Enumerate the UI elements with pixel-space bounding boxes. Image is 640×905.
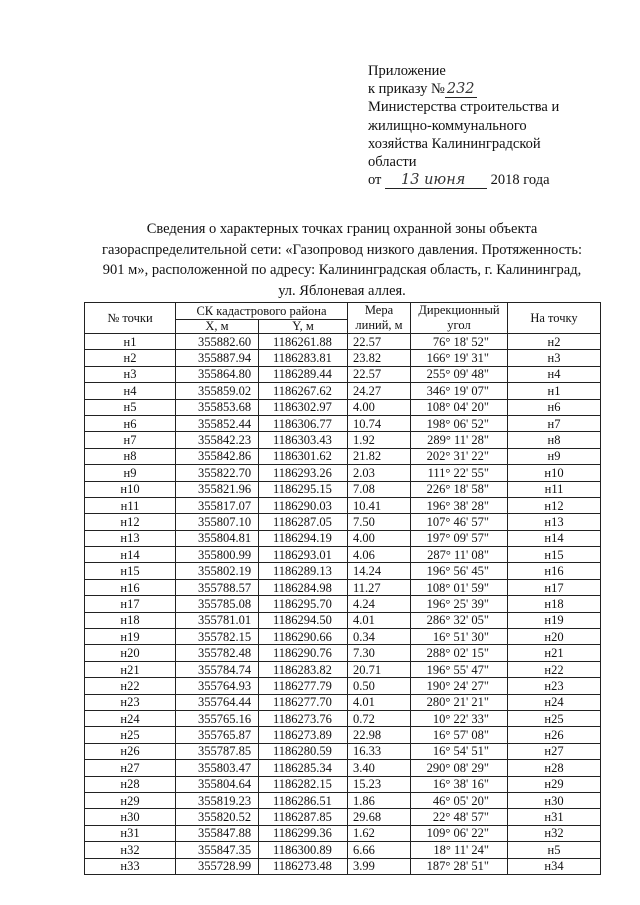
cell-direction: 196° 38' 28": [411, 497, 508, 513]
table-row: [85, 743, 601, 759]
table-row: [85, 514, 601, 530]
cell-point: н9: [85, 465, 176, 481]
cell-x: 355782.15: [176, 629, 259, 645]
cell-y: 1186261.88: [259, 334, 348, 350]
cell-measure: 22.98: [348, 727, 411, 743]
cell-measure: 1.86: [348, 792, 411, 808]
cell-direction: 187° 28' 51": [411, 858, 508, 874]
cell-direction: 16° 54' 51": [411, 743, 508, 759]
table-row: [85, 842, 601, 858]
cell-y: 1186306.77: [259, 415, 348, 431]
cell-x: 355782.48: [176, 645, 259, 661]
cell-direction: 280° 21' 21": [411, 694, 508, 710]
cell-direction: 108° 04' 20": [411, 399, 508, 415]
cell-y: 1186285.34: [259, 760, 348, 776]
cell-direction: 107° 46' 57": [411, 514, 508, 530]
cell-x: 355802.19: [176, 563, 259, 579]
cell-x: 355788.57: [176, 579, 259, 595]
cell-y: 1186303.43: [259, 432, 348, 448]
cell-point: н19: [85, 629, 176, 645]
title-line-1: Сведения о характерных точках границ охранной зоны объекта: [146, 221, 538, 237]
cell-direction: 10° 22' 33": [411, 710, 508, 726]
cell-to-point: н29: [508, 776, 601, 792]
table-row: [85, 776, 601, 792]
cell-point: н22: [85, 678, 176, 694]
table-row: [85, 579, 601, 595]
cell-to-point: н20: [508, 629, 601, 645]
cell-measure: 1.92: [348, 432, 411, 448]
cell-to-point: н10: [508, 465, 601, 481]
cell-x: 355765.16: [176, 710, 259, 726]
cell-direction: 197° 09' 57": [411, 530, 508, 546]
cell-direction: 255° 09' 48": [411, 366, 508, 382]
cell-direction: 18° 11' 24": [411, 842, 508, 858]
cell-point: н25: [85, 727, 176, 743]
date-prefix: от: [368, 172, 382, 189]
header-measure-line-1: Мера: [364, 303, 394, 317]
cell-measure: 15.23: [348, 776, 411, 792]
table-row: [85, 497, 601, 513]
cell-measure: 14.24: [348, 563, 411, 579]
cell-y: 1186283.81: [259, 350, 348, 366]
cell-direction: 288° 02' 15": [411, 645, 508, 661]
cell-measure: 0.50: [348, 678, 411, 694]
cell-point: н15: [85, 563, 176, 579]
cell-direction: 16° 57' 08": [411, 727, 508, 743]
title-line-4: ул. Яблоневая аллея.: [278, 282, 406, 299]
cell-direction: 46° 05' 20": [411, 792, 508, 808]
table-row: [85, 645, 601, 661]
cell-point: н14: [85, 547, 176, 563]
cell-to-point: н13: [508, 514, 601, 530]
cell-measure: 23.82: [348, 350, 411, 366]
header-measure: [348, 303, 411, 334]
cell-to-point: н15: [508, 547, 601, 563]
cell-to-point: н5: [508, 842, 601, 858]
date-year: 2018 года: [490, 172, 550, 189]
cell-point: н2: [85, 350, 176, 366]
cell-measure: 16.33: [348, 743, 411, 759]
cell-to-point: н1: [508, 383, 601, 399]
cell-direction: 196° 56' 45": [411, 563, 508, 579]
cell-y: 1186293.01: [259, 547, 348, 563]
cell-y: 1186289.13: [259, 563, 348, 579]
cell-x: 355842.86: [176, 448, 259, 464]
order-reference: [368, 80, 628, 98]
cell-point: н8: [85, 448, 176, 464]
cell-measure: 6.66: [348, 842, 411, 858]
cell-point: н17: [85, 596, 176, 612]
cell-measure: 3.99: [348, 858, 411, 874]
cell-y: 1186290.66: [259, 629, 348, 645]
cell-x: 355781.01: [176, 612, 259, 628]
cell-to-point: н19: [508, 612, 601, 628]
header-measure-line-2: линий, м: [355, 318, 403, 332]
cell-direction: 289° 11' 28": [411, 432, 508, 448]
cell-y: 1186273.89: [259, 727, 348, 743]
cell-x: 355785.08: [176, 596, 259, 612]
cell-y: 1186290.03: [259, 497, 348, 513]
header-sk: СК кадастрового района: [176, 303, 348, 320]
cell-x: 355804.81: [176, 530, 259, 546]
cell-x: 355764.44: [176, 694, 259, 710]
cell-measure: 4.01: [348, 612, 411, 628]
cell-x: 355864.80: [176, 366, 259, 382]
table-row: [85, 792, 601, 808]
header-direction-line-1: Дирекционный: [418, 303, 500, 317]
cell-to-point: н6: [508, 399, 601, 415]
table-row: [85, 432, 601, 448]
cell-to-point: н31: [508, 809, 601, 825]
cell-to-point: н14: [508, 530, 601, 546]
cell-measure: 4.01: [348, 694, 411, 710]
cell-to-point: н9: [508, 448, 601, 464]
table-row: [85, 612, 601, 628]
cell-x: 355852.44: [176, 415, 259, 431]
cell-to-point: н8: [508, 432, 601, 448]
cell-y: 1186295.15: [259, 481, 348, 497]
cell-y: 1186290.76: [259, 645, 348, 661]
table-row: [85, 399, 601, 415]
cell-to-point: н7: [508, 415, 601, 431]
cell-to-point: н12: [508, 497, 601, 513]
cell-to-point: н24: [508, 694, 601, 710]
table-row: [85, 694, 601, 710]
cell-to-point: н26: [508, 727, 601, 743]
cell-direction: 166° 19' 31": [411, 350, 508, 366]
table-row: [85, 760, 601, 776]
table-row: [85, 547, 601, 563]
cell-measure: 0.34: [348, 629, 411, 645]
cell-direction: 111° 22' 55": [411, 465, 508, 481]
cell-point: н12: [85, 514, 176, 530]
table-row: [85, 809, 601, 825]
cell-point: н32: [85, 842, 176, 858]
cell-measure: 22.57: [348, 334, 411, 350]
cell-direction: 190° 24' 27": [411, 678, 508, 694]
cell-direction: 202° 31' 22": [411, 448, 508, 464]
cell-direction: 108° 01' 59": [411, 579, 508, 595]
table-row: [85, 563, 601, 579]
cell-x: 355787.85: [176, 743, 259, 759]
cell-point: н20: [85, 645, 176, 661]
cell-measure: 0.72: [348, 710, 411, 726]
cell-y: 1186289.44: [259, 366, 348, 382]
cell-measure: 24.27: [348, 383, 411, 399]
cell-point: н5: [85, 399, 176, 415]
cell-measure: 2.03: [348, 465, 411, 481]
cell-point: н31: [85, 825, 176, 841]
cell-x: 355728.99: [176, 858, 259, 874]
table-row: [85, 481, 601, 497]
cell-point: н28: [85, 776, 176, 792]
order-number-handwritten: 232: [446, 81, 475, 98]
cell-y: 1186273.48: [259, 858, 348, 874]
cell-to-point: н4: [508, 366, 601, 382]
cell-x: 355853.68: [176, 399, 259, 415]
cell-to-point: н22: [508, 661, 601, 677]
cell-point: н4: [85, 383, 176, 399]
ministry-line-2: жилищно-коммунального: [368, 117, 527, 134]
cell-point: н7: [85, 432, 176, 448]
cell-y: 1186294.19: [259, 530, 348, 546]
table-row: [85, 448, 601, 464]
cell-direction: 109° 06' 22": [411, 825, 508, 841]
cell-point: н10: [85, 481, 176, 497]
header-x: Х, м: [176, 320, 259, 334]
cell-x: 355859.02: [176, 383, 259, 399]
table-row: [85, 415, 601, 431]
cell-point: н33: [85, 858, 176, 874]
cell-to-point: н2: [508, 334, 601, 350]
cell-x: 355803.47: [176, 760, 259, 776]
cell-direction: 76° 18' 52": [411, 334, 508, 350]
table-row: [85, 530, 601, 546]
table-row: [85, 596, 601, 612]
cell-x: 355819.23: [176, 792, 259, 808]
document-title: [62, 219, 622, 301]
cell-direction: 16° 38' 16": [411, 776, 508, 792]
cell-to-point: н3: [508, 350, 601, 366]
cell-y: 1186286.51: [259, 792, 348, 808]
cell-point: н30: [85, 809, 176, 825]
table-row: [85, 710, 601, 726]
cell-measure: 29.68: [348, 809, 411, 825]
table-row: [85, 350, 601, 366]
cell-y: 1186277.70: [259, 694, 348, 710]
cell-measure: 11.27: [348, 579, 411, 595]
cell-direction: 346° 19' 07": [411, 383, 508, 399]
cell-to-point: н25: [508, 710, 601, 726]
cell-measure: 21.82: [348, 448, 411, 464]
cell-y: 1186302.97: [259, 399, 348, 415]
table-header: [85, 303, 601, 334]
cell-x: 355821.96: [176, 481, 259, 497]
cell-measure: 10.74: [348, 415, 411, 431]
cell-direction: 226° 18' 58": [411, 481, 508, 497]
cell-y: 1186293.26: [259, 465, 348, 481]
cell-x: 355887.94: [176, 350, 259, 366]
cell-to-point: н17: [508, 579, 601, 595]
header-direction: [411, 303, 508, 334]
cell-y: 1186287.05: [259, 514, 348, 530]
cell-direction: 286° 32' 05": [411, 612, 508, 628]
cell-y: 1186277.79: [259, 678, 348, 694]
cell-y: 1186299.36: [259, 825, 348, 841]
cell-to-point: н23: [508, 678, 601, 694]
cell-measure: 7.30: [348, 645, 411, 661]
order-prefix: к приказу №: [368, 81, 445, 98]
cell-measure: 1.62: [348, 825, 411, 841]
cell-measure: 10.41: [348, 497, 411, 513]
table-row: [85, 366, 601, 382]
header-to-point: На точку: [508, 303, 601, 334]
cell-x: 355820.52: [176, 809, 259, 825]
cell-point: н23: [85, 694, 176, 710]
table-row: [85, 727, 601, 743]
cell-y: 1186267.62: [259, 383, 348, 399]
cell-x: 355804.64: [176, 776, 259, 792]
cell-measure: 3.40: [348, 760, 411, 776]
cell-to-point: н11: [508, 481, 601, 497]
ministry-line-1: Министерства строительства и: [368, 99, 560, 116]
cell-to-point: н27: [508, 743, 601, 759]
table-row: [85, 661, 601, 677]
cell-y: 1186273.76: [259, 710, 348, 726]
table-row: [85, 383, 601, 399]
cell-direction: 196° 25' 39": [411, 596, 508, 612]
cell-to-point: н30: [508, 792, 601, 808]
cell-measure: 20.71: [348, 661, 411, 677]
cell-direction: 287° 11' 08": [411, 547, 508, 563]
cell-point: н16: [85, 579, 176, 595]
cell-y: 1186287.85: [259, 809, 348, 825]
order-date: [368, 171, 628, 189]
cell-direction: 290° 08' 29": [411, 760, 508, 776]
cell-x: 355817.07: [176, 497, 259, 513]
cell-measure: 4.00: [348, 399, 411, 415]
cell-direction: 22° 48' 57": [411, 809, 508, 825]
cell-x: 355764.93: [176, 678, 259, 694]
cell-x: 355822.70: [176, 465, 259, 481]
table-row: [85, 825, 601, 841]
cell-y: 1186300.89: [259, 842, 348, 858]
cell-point: н18: [85, 612, 176, 628]
cell-measure: 7.08: [348, 481, 411, 497]
table-row: [85, 858, 601, 874]
cell-point: н27: [85, 760, 176, 776]
cell-measure: 22.57: [348, 366, 411, 382]
cell-x: 355800.99: [176, 547, 259, 563]
cell-y: 1186283.82: [259, 661, 348, 677]
cell-y: 1186294.50: [259, 612, 348, 628]
date-handwritten: 13 июня: [385, 173, 487, 189]
cell-x: 355847.88: [176, 825, 259, 841]
cell-x: 355842.23: [176, 432, 259, 448]
table-row: [85, 678, 601, 694]
cell-x: 355765.87: [176, 727, 259, 743]
cell-point: н13: [85, 530, 176, 546]
cell-to-point: н34: [508, 858, 601, 874]
cell-point: н29: [85, 792, 176, 808]
cell-measure: 7.50: [348, 514, 411, 530]
cell-x: 355784.74: [176, 661, 259, 677]
cell-y: 1186295.70: [259, 596, 348, 612]
table-row: [85, 629, 601, 645]
cell-y: 1186280.59: [259, 743, 348, 759]
ministry-line-4: области: [368, 154, 417, 171]
cell-point: н6: [85, 415, 176, 431]
header-direction-line-2: угол: [447, 318, 471, 332]
cell-y: 1186301.62: [259, 448, 348, 464]
cell-direction: 198° 06' 52": [411, 415, 508, 431]
cell-measure: 4.06: [348, 547, 411, 563]
cell-y: 1186282.15: [259, 776, 348, 792]
cell-point: н1: [85, 334, 176, 350]
document-header: [368, 62, 628, 189]
cell-point: н26: [85, 743, 176, 759]
appendix-label: Приложение: [368, 63, 446, 79]
cell-point: н21: [85, 661, 176, 677]
cell-direction: 196° 55' 47": [411, 661, 508, 677]
cell-measure: 4.24: [348, 596, 411, 612]
ministry-line-3: хозяйства Калининградской: [368, 135, 541, 152]
cell-x: 355882.60: [176, 334, 259, 350]
table-row: [85, 465, 601, 481]
cell-to-point: н21: [508, 645, 601, 661]
cell-point: н3: [85, 366, 176, 382]
cell-x: 355807.10: [176, 514, 259, 530]
cell-point: н24: [85, 710, 176, 726]
coordinates-table: [84, 302, 601, 875]
cell-direction: 16° 51' 30": [411, 629, 508, 645]
cell-y: 1186284.98: [259, 579, 348, 595]
header-y: Y, м: [259, 320, 348, 334]
table-row: [85, 334, 601, 350]
title-line-2: газораспределительной сети: «Газопровод низкого давления. Протяженность:: [102, 241, 582, 258]
cell-measure: 4.00: [348, 530, 411, 546]
cell-to-point: н32: [508, 825, 601, 841]
header-point: № точки: [85, 303, 176, 334]
cell-point: н11: [85, 497, 176, 513]
cell-to-point: н28: [508, 760, 601, 776]
cell-to-point: н18: [508, 596, 601, 612]
table-body: [85, 334, 601, 875]
cell-to-point: н16: [508, 563, 601, 579]
cell-x: 355847.35: [176, 842, 259, 858]
title-line-3: 901 м», расположенной по адресу: Калининградская область, г. Калининград,: [102, 262, 582, 278]
